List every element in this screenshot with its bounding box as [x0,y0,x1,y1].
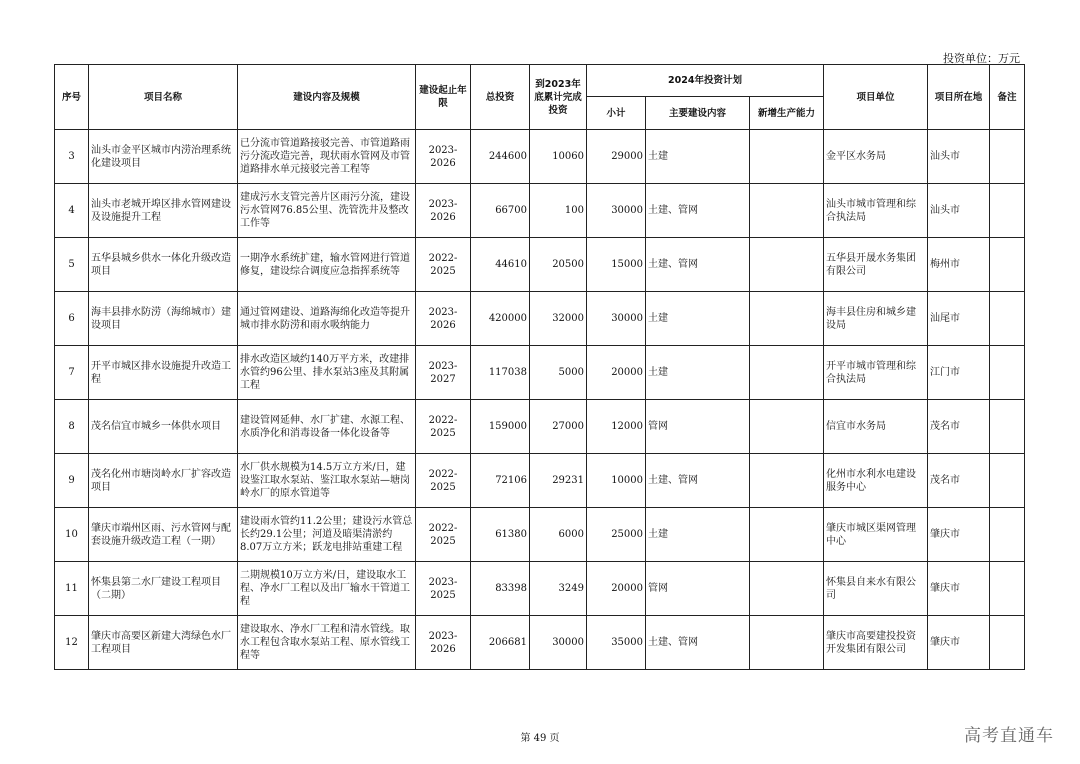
row-unit: 海丰县住房和城乡建设局 [824,292,928,346]
row-location: 茂名市 [928,400,990,454]
row-completed: 27000 [530,400,587,454]
row-main-content: 土建、管网 [646,454,750,508]
row-completed: 30000 [530,616,587,670]
table-row [55,508,1025,562]
row-subtotal: 15000 [587,238,646,292]
row-seq: 3 [55,130,89,184]
row-content: 已分流市管道路接驳完善、市管道路雨污分流改造完善，现状雨水管网及市管道路排水单元接驳完善工程等 [238,130,416,184]
row-unit: 汕头市城市管理和综合执法局 [824,184,928,238]
row-completed: 6000 [530,508,587,562]
row-main-content: 管网 [646,400,750,454]
row-unit: 肇庆市城区渠网管理中心 [824,508,928,562]
watermark: 高考直通车 [964,726,1054,746]
row-subtotal: 29000 [587,130,646,184]
row-period: 2023-2026 [416,292,471,346]
row-main-content: 土建 [646,508,750,562]
table-row [55,346,1025,400]
row-main-content: 土建 [646,130,750,184]
row-period: 2022-2025 [416,508,471,562]
row-seq: 12 [55,616,89,670]
row-main-content: 土建、管网 [646,184,750,238]
row-location: 汕头市 [928,130,990,184]
row-content: 建设雨水管约11.2公里；建设污水管总长约29.1公里；河道及暗渠清淤约8.07万立方米；跃龙电排站重建工程 [238,508,416,562]
row-name: 肇庆市端州区雨、污水管网与配套设施升级改造工程（一期） [89,508,238,562]
row-unit: 肇庆市高要建投投资开发集团有限公司 [824,616,928,670]
row-remark [990,616,1025,670]
row-seq: 10 [55,508,89,562]
row-new-capacity [750,292,824,346]
row-total: 66700 [471,184,530,238]
row-name: 汕头市金平区城市内涝治理系统化建设项目 [89,130,238,184]
row-unit: 五华县开晟水务集团有限公司 [824,238,928,292]
row-new-capacity [750,508,824,562]
row-total: 206681 [471,616,530,670]
row-remark [990,562,1025,616]
row-seq: 7 [55,346,89,400]
row-content: 建成污水支管完善片区雨污分流，建设污水管网76.85公里、洗管洗井及整改工作等 [238,184,416,238]
row-location: 汕尾市 [928,292,990,346]
row-period: 2023-2026 [416,184,471,238]
row-unit: 化州市水利水电建设服务中心 [824,454,928,508]
row-new-capacity [750,454,824,508]
row-subtotal: 10000 [587,454,646,508]
row-total: 44610 [471,238,530,292]
row-new-capacity [750,130,824,184]
row-unit: 金平区水务局 [824,130,928,184]
row-name: 茂名信宜市城乡一体供水项目 [89,400,238,454]
row-main-content: 土建 [646,346,750,400]
row-remark [990,400,1025,454]
row-name: 肇庆市高要区新建大湾绿色水厂工程项目 [89,616,238,670]
row-remark [990,454,1025,508]
table-body [55,130,1025,670]
investment-table [54,64,1025,670]
row-location: 汕头市 [928,184,990,238]
row-name: 茂名化州市塘岗岭水厂扩容改造项目 [89,454,238,508]
row-location: 茂名市 [928,454,990,508]
row-period: 2022-2025 [416,400,471,454]
row-seq: 8 [55,400,89,454]
row-completed: 3249 [530,562,587,616]
row-subtotal: 20000 [587,346,646,400]
row-location: 肇庆市 [928,508,990,562]
header-period: 建设起止年限 [416,65,471,130]
row-content: 建设管网延伸、水厂扩建、水源工程、水质净化和消毒设备一体化设备等 [238,400,416,454]
row-remark [990,346,1025,400]
investment-unit-label: 投资单位：万元 [943,52,1020,65]
row-total: 83398 [471,562,530,616]
header-plan2024: 2024年投资计划 [587,65,824,97]
row-subtotal: 30000 [587,184,646,238]
header-new-capacity: 新增生产能力 [750,97,824,130]
row-remark [990,184,1025,238]
row-seq: 11 [55,562,89,616]
row-completed: 20500 [530,238,587,292]
row-main-content: 土建 [646,292,750,346]
header-name: 项目名称 [89,65,238,130]
table-row [55,130,1025,184]
row-period: 2023-2025 [416,562,471,616]
row-total: 244600 [471,130,530,184]
row-location: 梅州市 [928,238,990,292]
row-remark [990,508,1025,562]
row-new-capacity [750,184,824,238]
table-row [55,292,1025,346]
row-subtotal: 35000 [587,616,646,670]
row-new-capacity [750,238,824,292]
header-location: 项目所在地 [928,65,990,130]
page-number: 第 49 页 [520,733,560,744]
row-location: 肇庆市 [928,562,990,616]
row-location: 江门市 [928,346,990,400]
header-total: 总投资 [471,65,530,130]
row-name: 开平市城区排水设施提升改造工程 [89,346,238,400]
row-remark [990,292,1025,346]
row-seq: 4 [55,184,89,238]
header-completed: 到2023年底累计完成投资 [530,65,587,130]
row-unit: 开平市城市管理和综合执法局 [824,346,928,400]
row-seq: 9 [55,454,89,508]
row-total: 61380 [471,508,530,562]
row-completed: 32000 [530,292,587,346]
row-name: 怀集县第二水厂建设工程项目（二期） [89,562,238,616]
header-subtotal: 小计 [587,97,646,130]
row-remark [990,130,1025,184]
row-new-capacity [750,562,824,616]
row-total: 159000 [471,400,530,454]
header-remark: 备注 [990,65,1025,130]
row-completed: 100 [530,184,587,238]
row-main-content: 土建、管网 [646,616,750,670]
row-content: 水厂供水规模为14.5万立方米/日，建设鉴江取水泵站、鉴江取水泵站—塘岗岭水厂的原水管道等 [238,454,416,508]
row-period: 2023-2026 [416,616,471,670]
row-main-content: 管网 [646,562,750,616]
table-row [55,184,1025,238]
row-period: 2023-2026 [416,130,471,184]
header-seq: 序号 [55,65,89,130]
row-subtotal: 25000 [587,508,646,562]
row-period: 2022-2025 [416,238,471,292]
row-seq: 5 [55,238,89,292]
row-subtotal: 30000 [587,292,646,346]
row-seq: 6 [55,292,89,346]
row-name: 五华县城乡供水一体化升级改造项目 [89,238,238,292]
table-row [55,562,1025,616]
row-completed: 29231 [530,454,587,508]
row-main-content: 土建、管网 [646,238,750,292]
row-location: 肇庆市 [928,616,990,670]
table-row [55,454,1025,508]
row-content: 建设取水、净水厂工程和清水管线。取水工程包含取水泵站工程、原水管线工程等 [238,616,416,670]
row-name: 海丰县排水防涝（海绵城市）建设项目 [89,292,238,346]
row-content: 通过管网建设、道路海绵化改造等提升城市排水防涝和雨水吸纳能力 [238,292,416,346]
row-completed: 10060 [530,130,587,184]
row-name: 汕头市老城开埠区排水管网建设及设施提升工程 [89,184,238,238]
row-subtotal: 12000 [587,400,646,454]
row-period: 2023-2027 [416,346,471,400]
header-content: 建设内容及规模 [238,65,416,130]
row-total: 117038 [471,346,530,400]
table-row [55,238,1025,292]
row-unit: 信宜市水务局 [824,400,928,454]
row-total: 420000 [471,292,530,346]
header-main-content: 主要建设内容 [646,97,750,130]
row-remark [990,238,1025,292]
row-period: 2022-2025 [416,454,471,508]
row-unit: 怀集县自来水有限公司 [824,562,928,616]
row-total: 72106 [471,454,530,508]
header-unit: 项目单位 [824,65,928,130]
row-content: 二期规模10万立方米/日，建设取水工程、净水厂工程以及出厂输水干管道工程 [238,562,416,616]
row-new-capacity [750,616,824,670]
row-subtotal: 20000 [587,562,646,616]
table-row [55,616,1025,670]
row-new-capacity [750,346,824,400]
table-row [55,400,1025,454]
row-content: 排水改造区域约140万平方米，改建排水管约96公里、排水泵站3座及其附属工程 [238,346,416,400]
row-completed: 5000 [530,346,587,400]
row-content: 一期净水系统扩建，输水管网进行管道修复，建设综合调度应急指挥系统等 [238,238,416,292]
row-new-capacity [750,400,824,454]
